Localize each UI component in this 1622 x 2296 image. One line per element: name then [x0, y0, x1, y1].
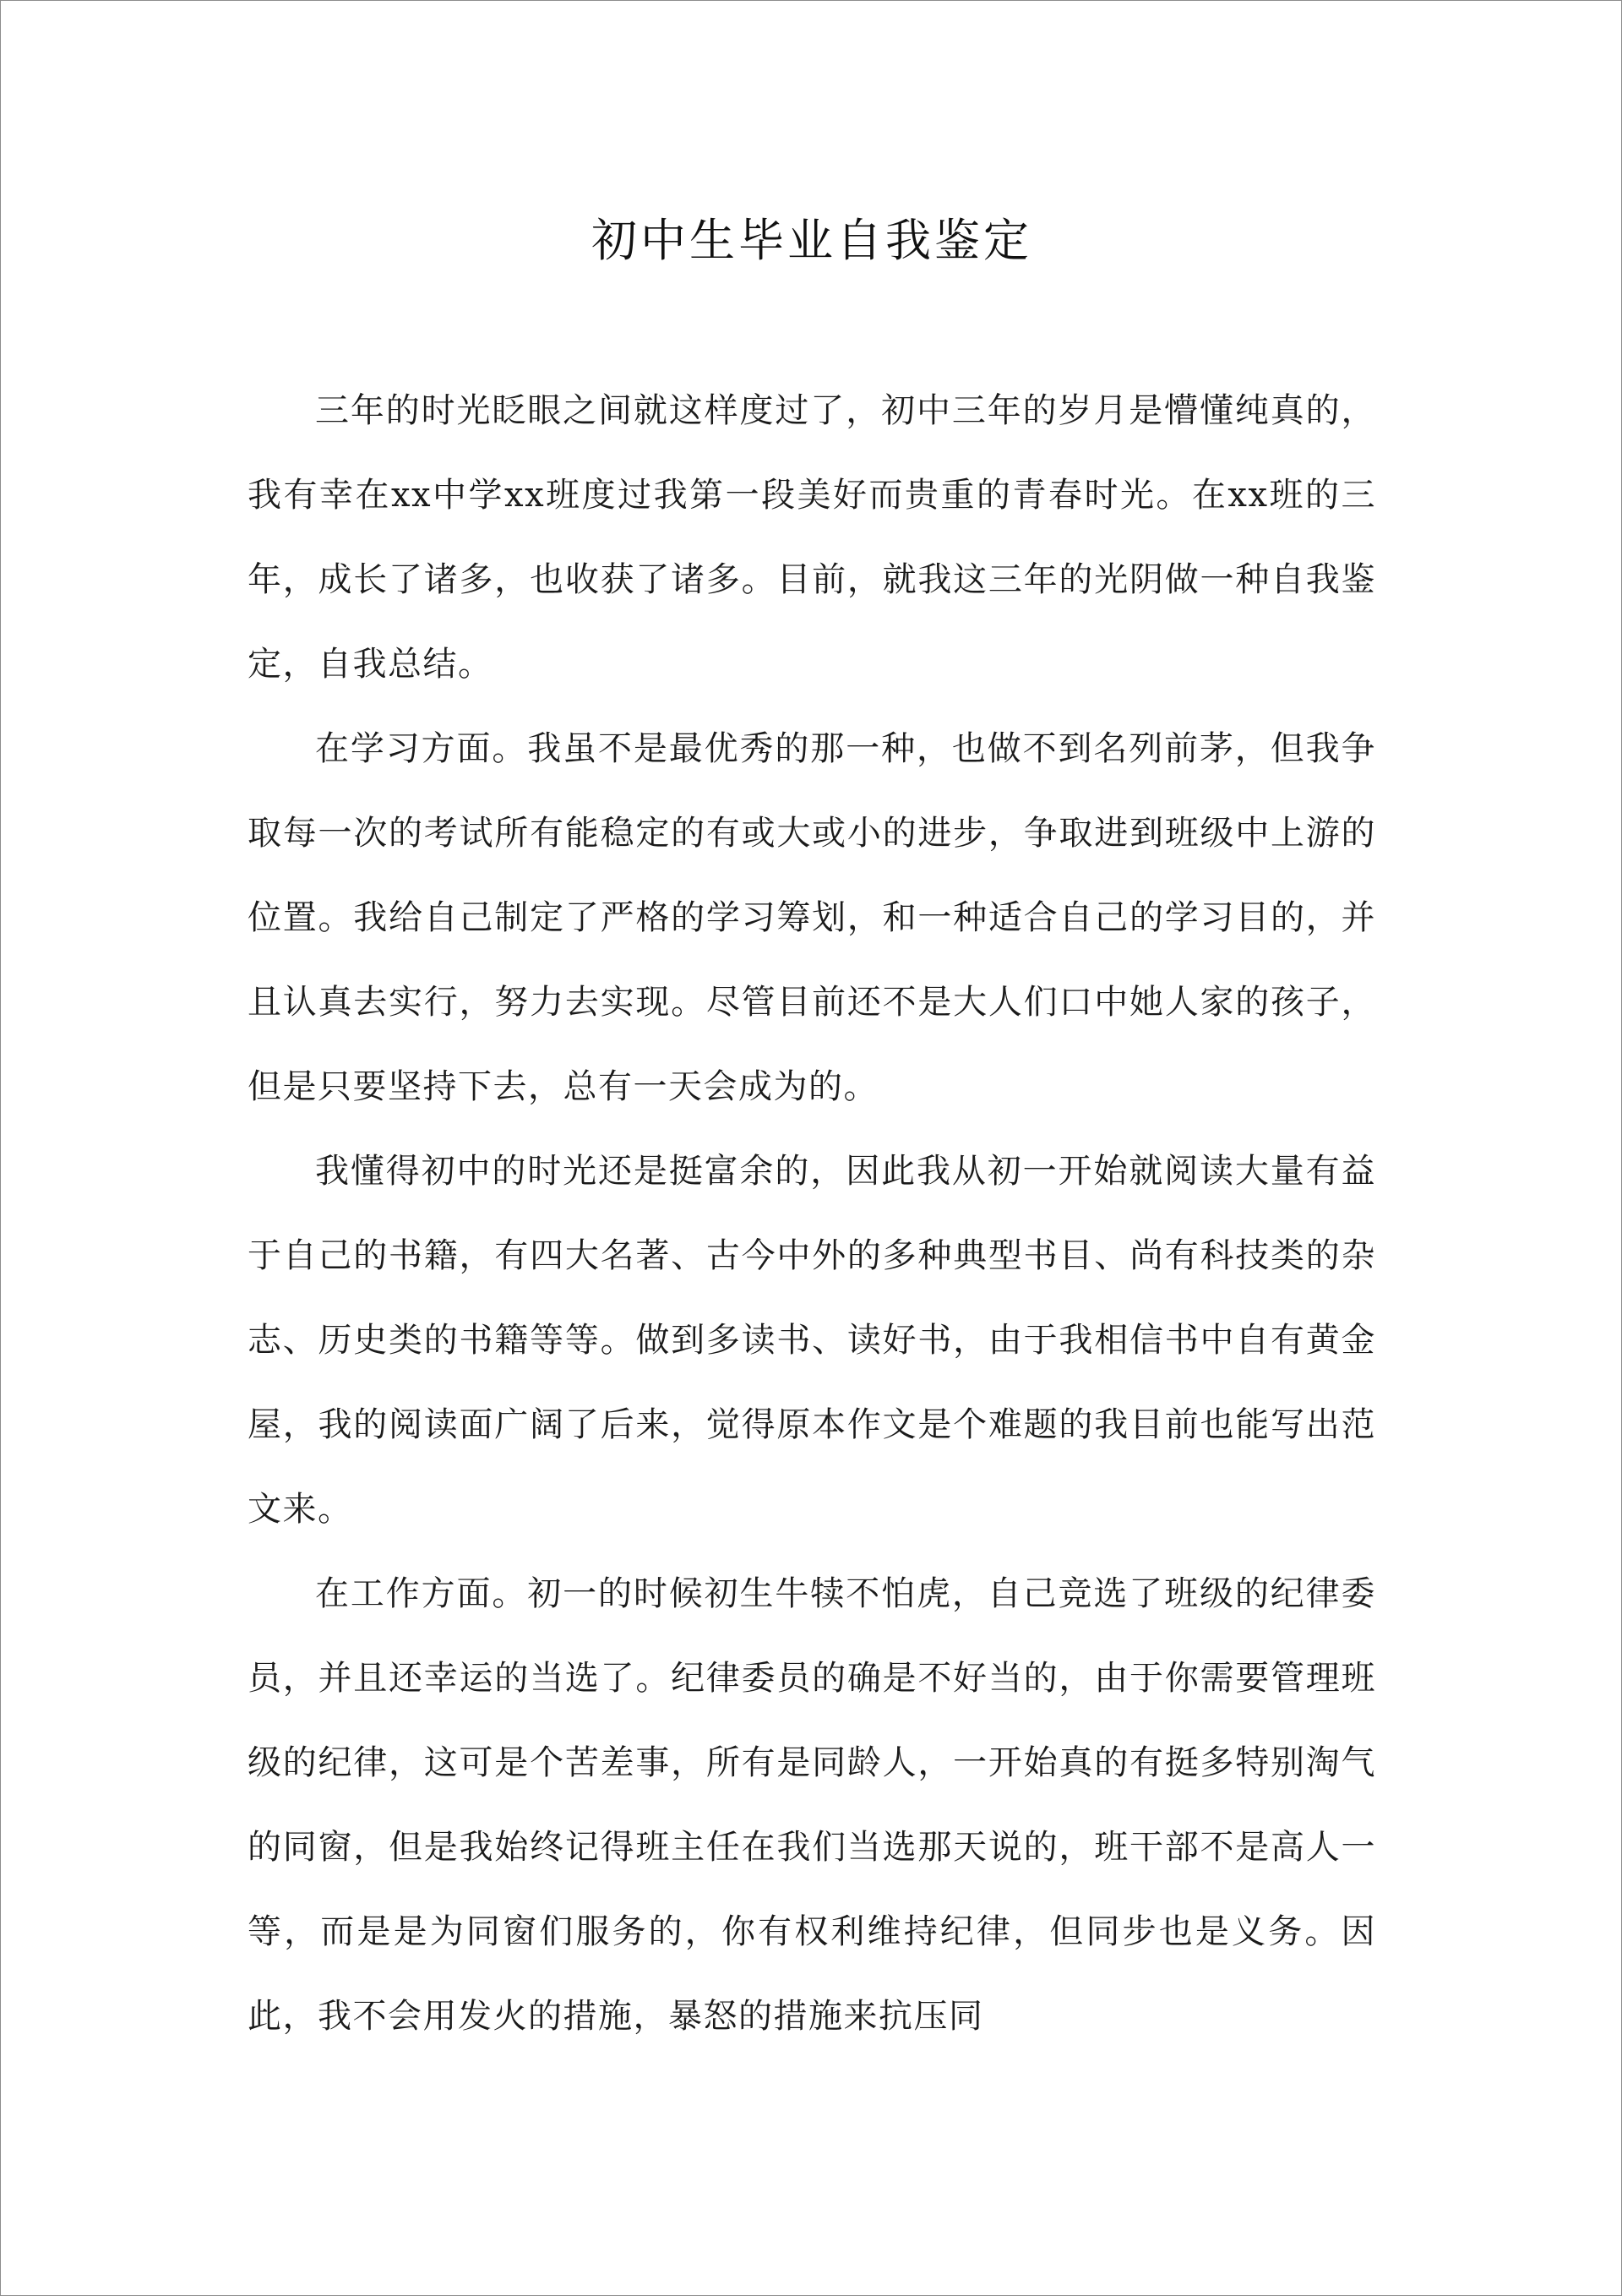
paragraph-work: 在工作方面。初一的时候初生牛犊不怕虎，自己竞选了班级的纪律委员，并且还幸运的当选了。纪律委员的确是不好当的，由于你需要管理班级的纪律，这可是个苦差事，所有是同龄人，一开始真的有挺多特别淘气的同窗，但是我始终记得班主任在我们当选那天说的，班干部不是高人一等，而是是为同窗们服务的，你有权利维持纪律，但同步也是义务。因此，我不会用发火的措施，暴怒的措施来抗压同: [248, 1574, 1376, 2036]
document-body: [248, 368, 1376, 2059]
document-title: 初中生毕业自我鉴定: [591, 214, 1032, 267]
paragraph-study: 在学习方面。我虽不是最优秀的那一种，也做不到名列前茅，但我争取每一次的考试所有能稳定的有或大或小的进步，争取进到班级中上游的位置。我给自己制定了严格的学习筹划，和一种适合自己的学习目的，并且认真去实行，努力去实现。尽管目前还不是大人们口中她人家的孩子，但是只要坚持下去，总有一天会成为的。: [248, 729, 1376, 1106]
paragraph-intro: 三年的时光眨眼之间就这样度过了，初中三年的岁月是懵懂纯真的，我有幸在xx中学xx班度过我第一段美好而贵重的青春时光。在xx班的三年，成长了诸多，也收获了诸多。目前，就我这三年的光阴做一种自我鉴定，自我总结。: [248, 391, 1376, 684]
paragraph-reading: 我懂得初中的时光还是挺富余的，因此我从初一开始就阅读大量有益于自己的书籍，有四大名著、古今中外的多种典型书目、尚有科技类的杂志、历史类的书籍等等。做到多读书、读好书，由于我相信书中自有黄金屋，我的阅读面广阔了后来，觉得原本作文是个难题的我目前也能写出范文来。: [248, 1152, 1376, 1529]
